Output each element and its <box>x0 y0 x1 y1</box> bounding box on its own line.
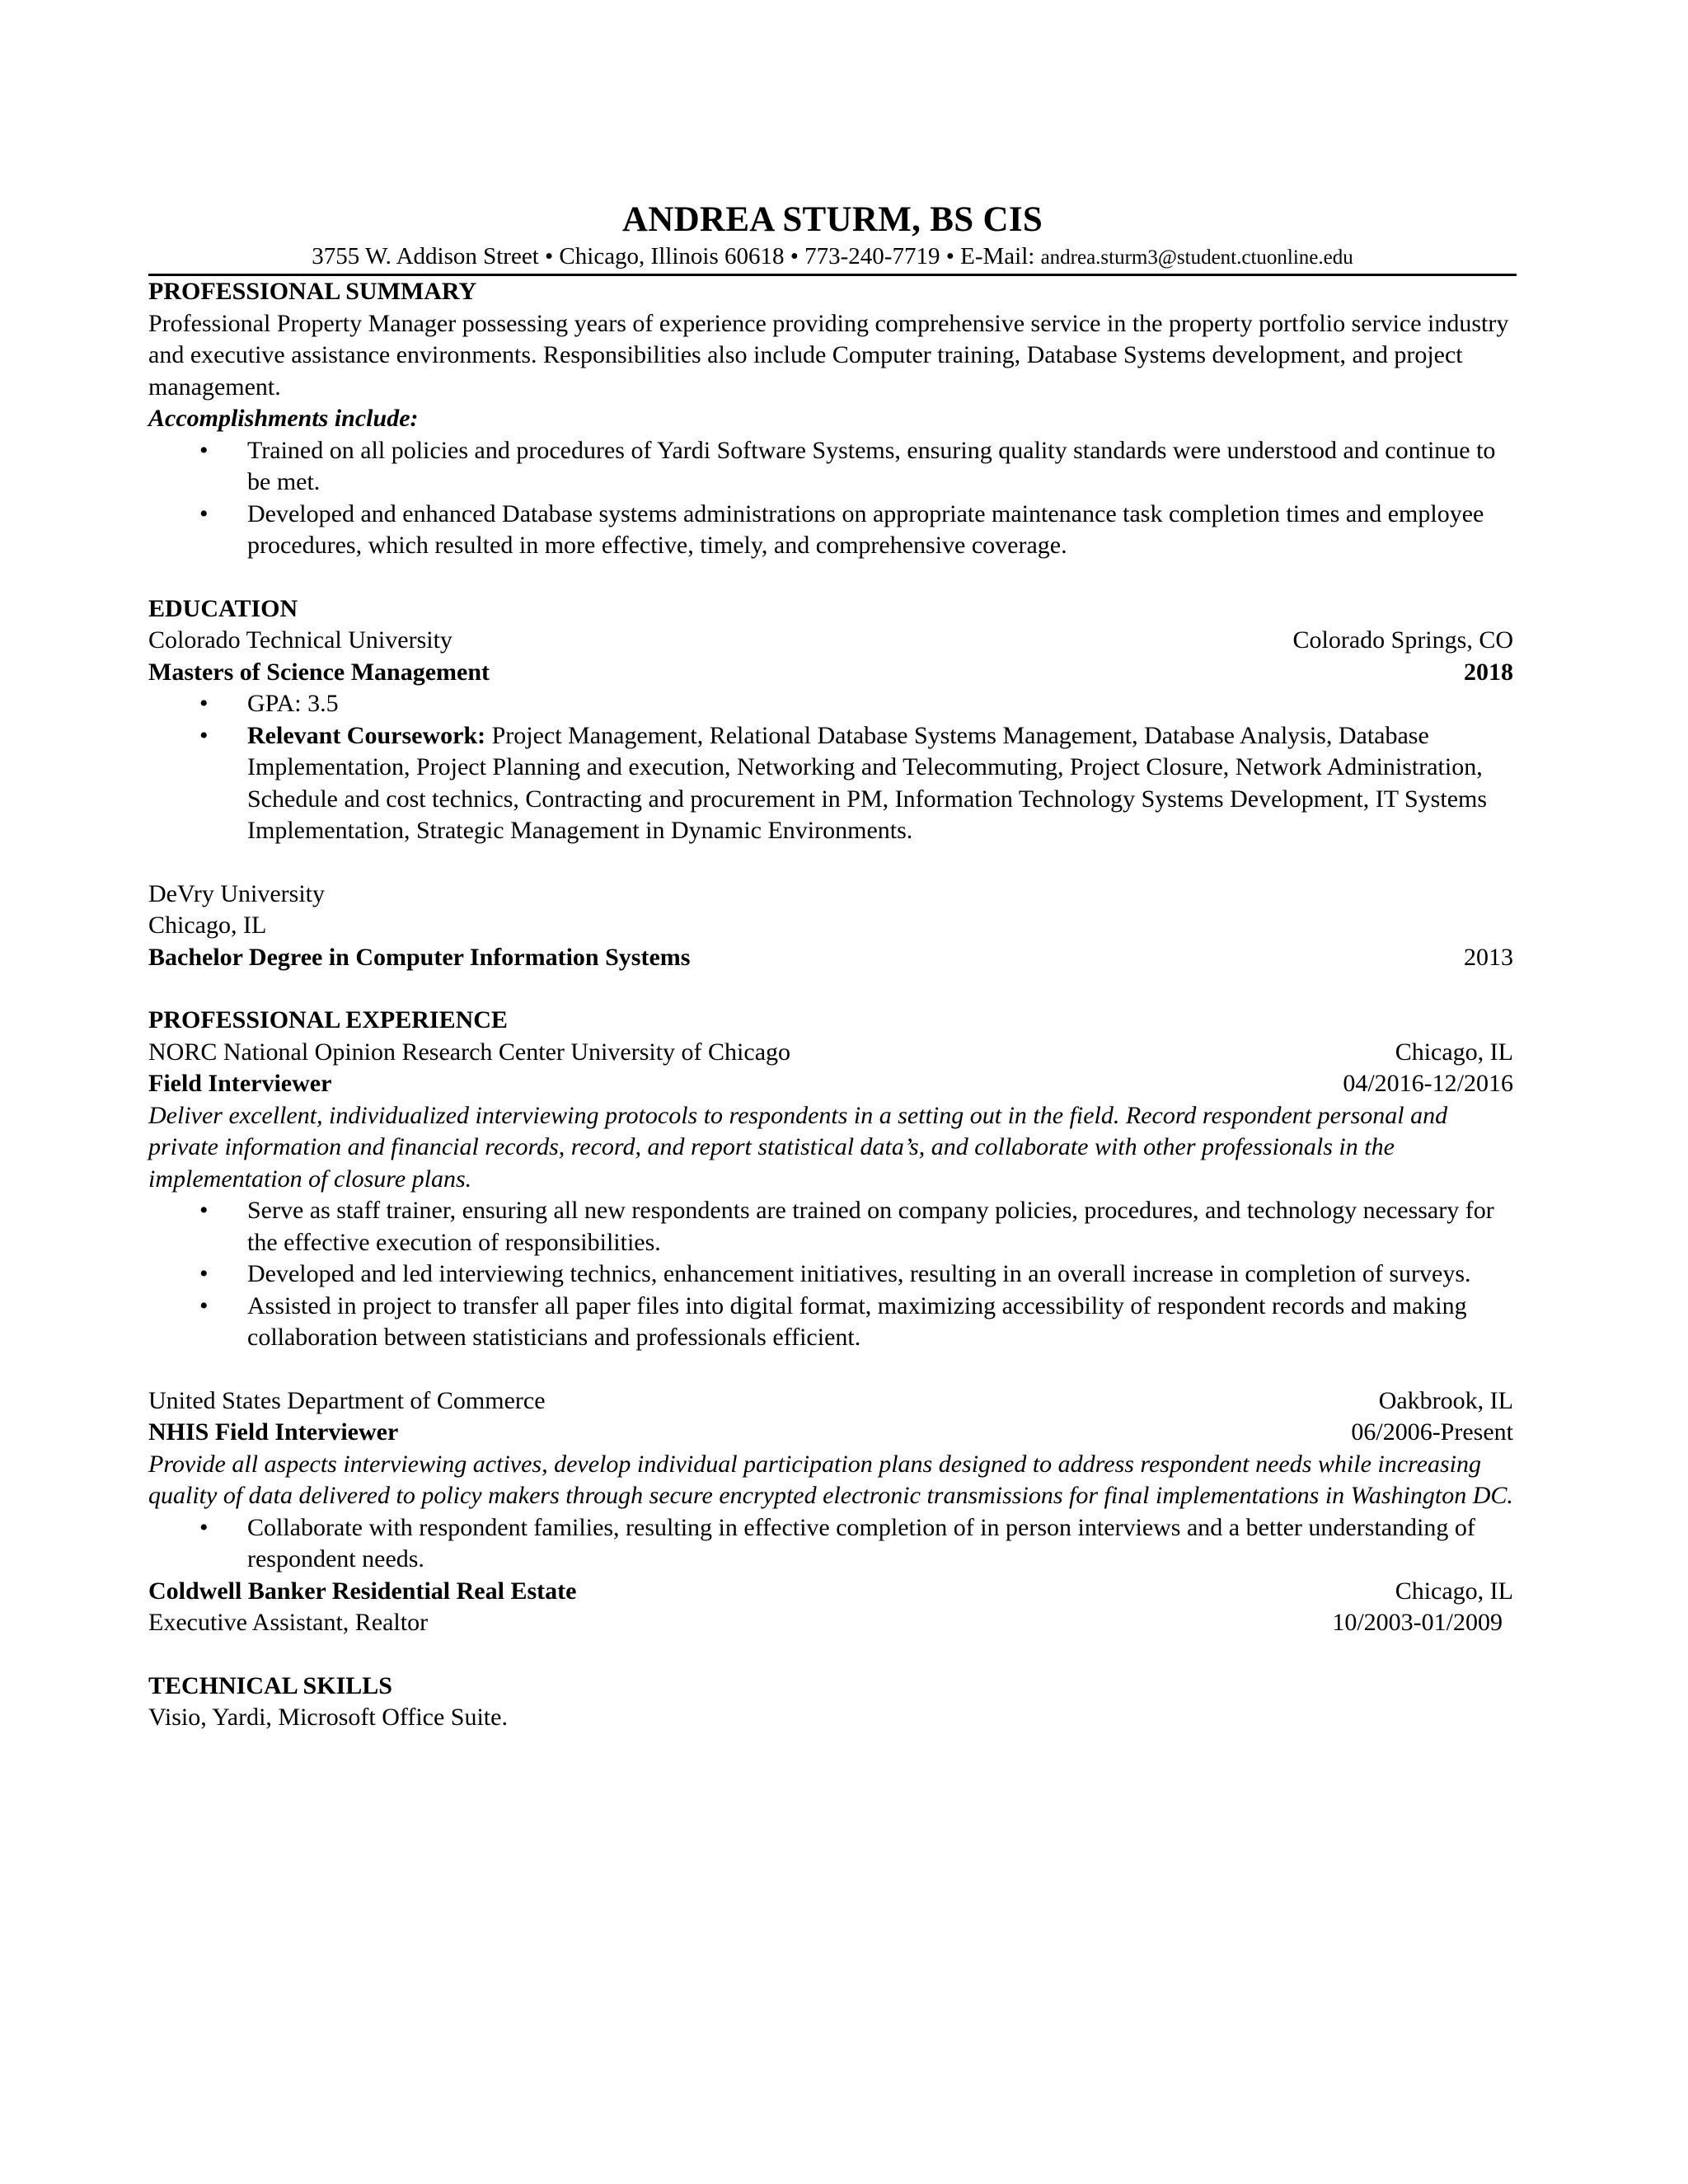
contact-address-phone: 3755 W. Addison Street • Chicago, Illinois 60618 • 773-240-7719 • E-Mail: <box>312 243 1041 269</box>
coldwell-employer: Coldwell Banker Residential Real Estate <box>148 1577 577 1605</box>
coldwell-employer-row <box>148 1576 1517 1608</box>
devry-year: 2013 <box>1464 943 1513 971</box>
commerce-title: NHIS Field Interviewer <box>148 1418 399 1446</box>
education-heading: EDUCATION <box>148 594 298 622</box>
coldwell-title: Executive Assistant, Realtor <box>148 1609 429 1636</box>
skills-heading: TECHNICAL SKILLS <box>148 1671 392 1699</box>
ctu-school: Colorado Technical University <box>148 626 452 654</box>
contact-email: andrea.sturm3@student.ctuonline.edu <box>1040 246 1353 269</box>
ctu-details-list <box>148 688 1517 847</box>
norc-employer-row <box>148 1037 1517 1069</box>
devry-school: DeVry University <box>148 879 325 907</box>
coldwell-title-row <box>148 1607 1517 1639</box>
list-item <box>148 720 1517 847</box>
norc-description: Deliver excellent, individualized interviewing protocols to respondents in a setting out in the field. Record respondent personal and private information and financial records, record, and report statistical data’s, and collaborate with other professionals in the implementation of closure plans. <box>148 1101 1448 1193</box>
accomplishments-list <box>148 435 1517 562</box>
norc-dates: 04/2016-12/2016 <box>1343 1070 1513 1097</box>
norc-bullets <box>148 1195 1517 1354</box>
summary-text: Professional Property Manager possessing years of experience providing comprehensive service in the property portfolio service industry and executive assistance environments. Responsibilities also include Computer training, Database Systems development, and project management. <box>148 309 1509 401</box>
list-item: • GPA: 3.5 <box>148 688 1517 720</box>
commerce-employer-row <box>148 1385 1517 1418</box>
ctu-year: 2018 <box>1464 658 1513 686</box>
norc-employer: NORC National Opinion Research Center University of Chicago <box>148 1038 791 1066</box>
norc-location: Chicago, IL <box>1395 1038 1513 1066</box>
ctu-degree: Masters of Science Management <box>148 658 490 686</box>
commerce-dates: 06/2006-Present <box>1351 1418 1513 1446</box>
coldwell-location: Chicago, IL <box>1395 1577 1513 1605</box>
norc-title: Field Interviewer <box>148 1070 332 1097</box>
list-item: • Assisted in project to transfer all paper files into digital format, maximizing accessibility of respondent records and making collaboration between statisticians and professionals efficient. <box>148 1291 1517 1354</box>
commerce-title-row <box>148 1417 1517 1449</box>
ctu-degree-row <box>148 657 1517 689</box>
commerce-location: Oakbrook, IL <box>1378 1386 1513 1414</box>
experience-heading: PROFESSIONAL EXPERIENCE <box>148 1006 508 1033</box>
devry-location: Chicago, IL <box>148 912 267 939</box>
devry-degree-row <box>148 942 1517 974</box>
list-item: • Trained on all policies and procedures of Yardi Software Systems, ensuring quality standards were understood and continue to be met. <box>148 435 1517 499</box>
coursework-label: Relevant Coursework: <box>247 721 486 749</box>
skills-text: Visio, Yardi, Microsoft Office Suite. <box>148 1704 508 1731</box>
resume-page <box>148 198 1517 1734</box>
accomplishments-label: Accomplishments include: <box>148 405 419 432</box>
commerce-bullets <box>148 1512 1517 1576</box>
coursework-text: Project Management, Relational Database Systems Management, Database Analysis, Database Implementation, Project Planning and execution, Networking and Telecommuting, Project Closure, Network Administration, Schedule and cost technics, Contracting and procurement in PM, Information Technology Systems Development, IT Systems Implementation, Strategic Management in Dynamic Environments. <box>247 721 1488 844</box>
coldwell-dates: 10/2003-01/2009 <box>1332 1609 1503 1636</box>
contact-line <box>148 242 1517 276</box>
devry-degree: Bachelor Degree in Computer Information Systems <box>148 943 691 971</box>
summary-heading: PROFESSIONAL SUMMARY <box>148 278 477 305</box>
commerce-description: Provide all aspects interviewing actives, develop individual participation plans designed to address respondent needs while increasing quality of data delivered to policy makers through secure encrypted electronic transmissions for final implementations in Washington DC. <box>148 1450 1513 1509</box>
list-item: • Developed and enhanced Database systems administrations on appropriate maintenance task completion times and employee procedures, which resulted in more effective, timely, and comprehensive coverage. <box>148 499 1517 562</box>
norc-title-row <box>148 1068 1517 1100</box>
resume-name: ANDREA STURM, BS CIS <box>621 200 1043 239</box>
list-item: • Developed and led interviewing technics, enhancement initiatives, resulting in an overall increase in completion of surveys. <box>148 1258 1517 1291</box>
ctu-school-row <box>148 625 1517 657</box>
ctu-location: Colorado Springs, CO <box>1292 626 1513 654</box>
list-item: • Collaborate with respondent families, resulting in effective completion of in person interviews and a better understanding of respondent needs. <box>148 1512 1517 1576</box>
commerce-employer: United States Department of Commerce <box>148 1386 546 1414</box>
list-item: • Serve as staff trainer, ensuring all new respondents are trained on company policies, procedures, and technology necessary for the effective execution of responsibilities. <box>148 1195 1517 1258</box>
